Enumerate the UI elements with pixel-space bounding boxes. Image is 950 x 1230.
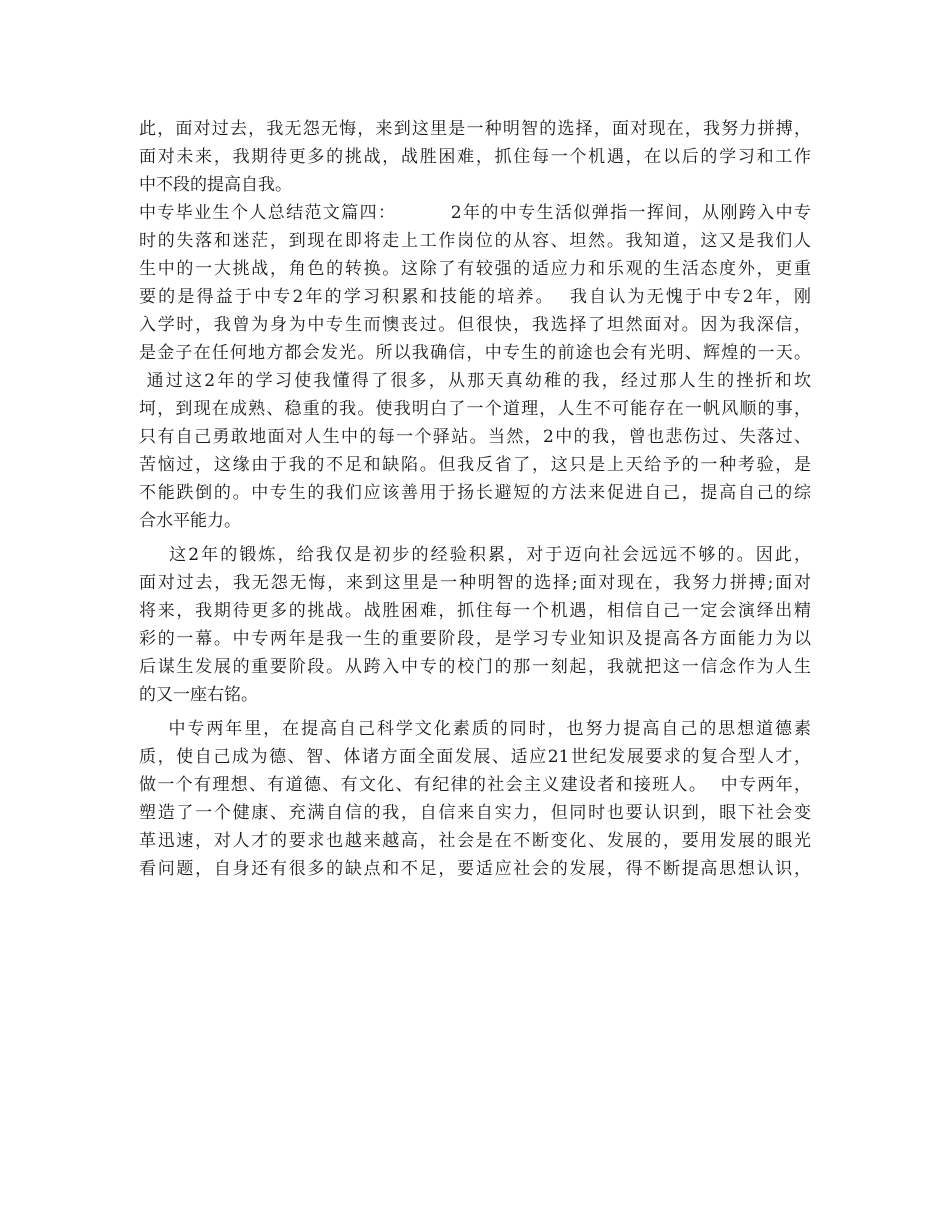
text-line: 坷，到现在成熟、稳重的我。使我明白了一个道理，人生不可能存在一帆风顺的事， <box>139 399 811 419</box>
text-line: 此，面对过去，我无怨无悔，来到这里是一种明智的选择，面对现在，我努力拼搏， <box>139 119 811 139</box>
text-line: 面对未来，我期待更多的挑战，战胜困难，抓住每一个机遇，在以后的学习和工作 <box>139 147 811 167</box>
text-line: 塑造了一个健康、充满自信的我，自信来自实力，但同时也要认识到，眼下社会变 <box>139 803 811 823</box>
text-line: 彩的一幕。中专两年是我一生的重要阶段，是学习专业知识及提高各方面能力为以 <box>139 629 811 649</box>
text-line: 入学时，我曾为身为中专生而懊丧过。但很快，我选择了坦然面对。因为我深信， <box>139 315 811 335</box>
text-line: 生中的一大挑战，角色的转换。这除了有较强的适应力和乐观的生活态度外，更重 <box>139 259 811 279</box>
text-line: 中不段的提高自我。 <box>139 175 292 195</box>
text-line: 合水平能力。 <box>139 511 241 531</box>
text-line: 后谋生发展的重要阶段。从跨入中专的校门的那一刻起，我就把这一信念作为人生 <box>139 657 811 677</box>
text-line: 只有自己勇敢地面对人生中的每一个驿站。当然，2中的我，曾也悲伤过、失落过、 <box>139 427 811 447</box>
text-line: 质，使自己成为德、智、体诸方面全面发展、适应21世纪发展要求的复合型人才， <box>139 747 811 767</box>
text-line: 将来，我期待更多的挑战。战胜困难，抓住每一个机遇，相信自己一定会演绎出精 <box>139 601 811 621</box>
paragraph <box>139 715 811 883</box>
text-line: 通过这2年的学习使我懂得了很多，从那天真幼稚的我，经过那人生的挫折和坎 <box>139 371 811 391</box>
text-line: 看问题，自身还有很多的缺点和不足，要适应社会的发展，得不断提高思想认识， <box>139 859 811 879</box>
text-line: 这2年的锻炼，给我仅是初步的经验积累，对于迈向社会远远不够的。因此， <box>139 545 811 565</box>
document-body <box>139 115 811 883</box>
text-line: 是金子在任何地方都会发光。所以我确信，中专生的前途也会有光明、辉煌的一天。 <box>139 343 811 363</box>
text-line: 苦恼过，这缘由于我的不足和缺陷。但我反省了，这只是上天给予的一种考验，是 <box>139 455 811 475</box>
text-line: 做一个有理想、有道德、有文化、有纪律的社会主义建设者和接班人。 中专两年， <box>139 775 811 795</box>
text-line: 中专两年里，在提高自己科学文化素质的同时，也努力提高自己的思想道德素 <box>139 719 811 739</box>
text-line: 面对过去，我无怨无悔，来到这里是一种明智的选择;面对现在，我努力拼搏;面对 <box>139 573 811 593</box>
text-line: 时的失落和迷茫，到现在即将走上工作岗位的从容、坦然。我知道，这又是我们人 <box>139 231 811 251</box>
paragraph <box>139 541 811 709</box>
text-line: 革迅速，对人才的要求也越来越高，社会是在不断变化、发展的，要用发展的眼光 <box>139 831 811 851</box>
text-line: 的又一座右铭。 <box>139 685 258 705</box>
paragraph <box>139 199 811 535</box>
paragraph <box>139 115 811 199</box>
text-line: 不能跌倒的。中专生的我们应该善用于扬长避短的方法来促进自己，提高自己的综 <box>139 483 811 503</box>
text-line: 要的是得益于中专2年的学习积累和技能的培养。 我自认为无愧于中专2年，刚 <box>139 287 811 307</box>
text-line: 中专毕业生个人总结范文篇四： 2年的中专生活似弹指一挥间，从刚跨入中专 <box>139 203 811 223</box>
